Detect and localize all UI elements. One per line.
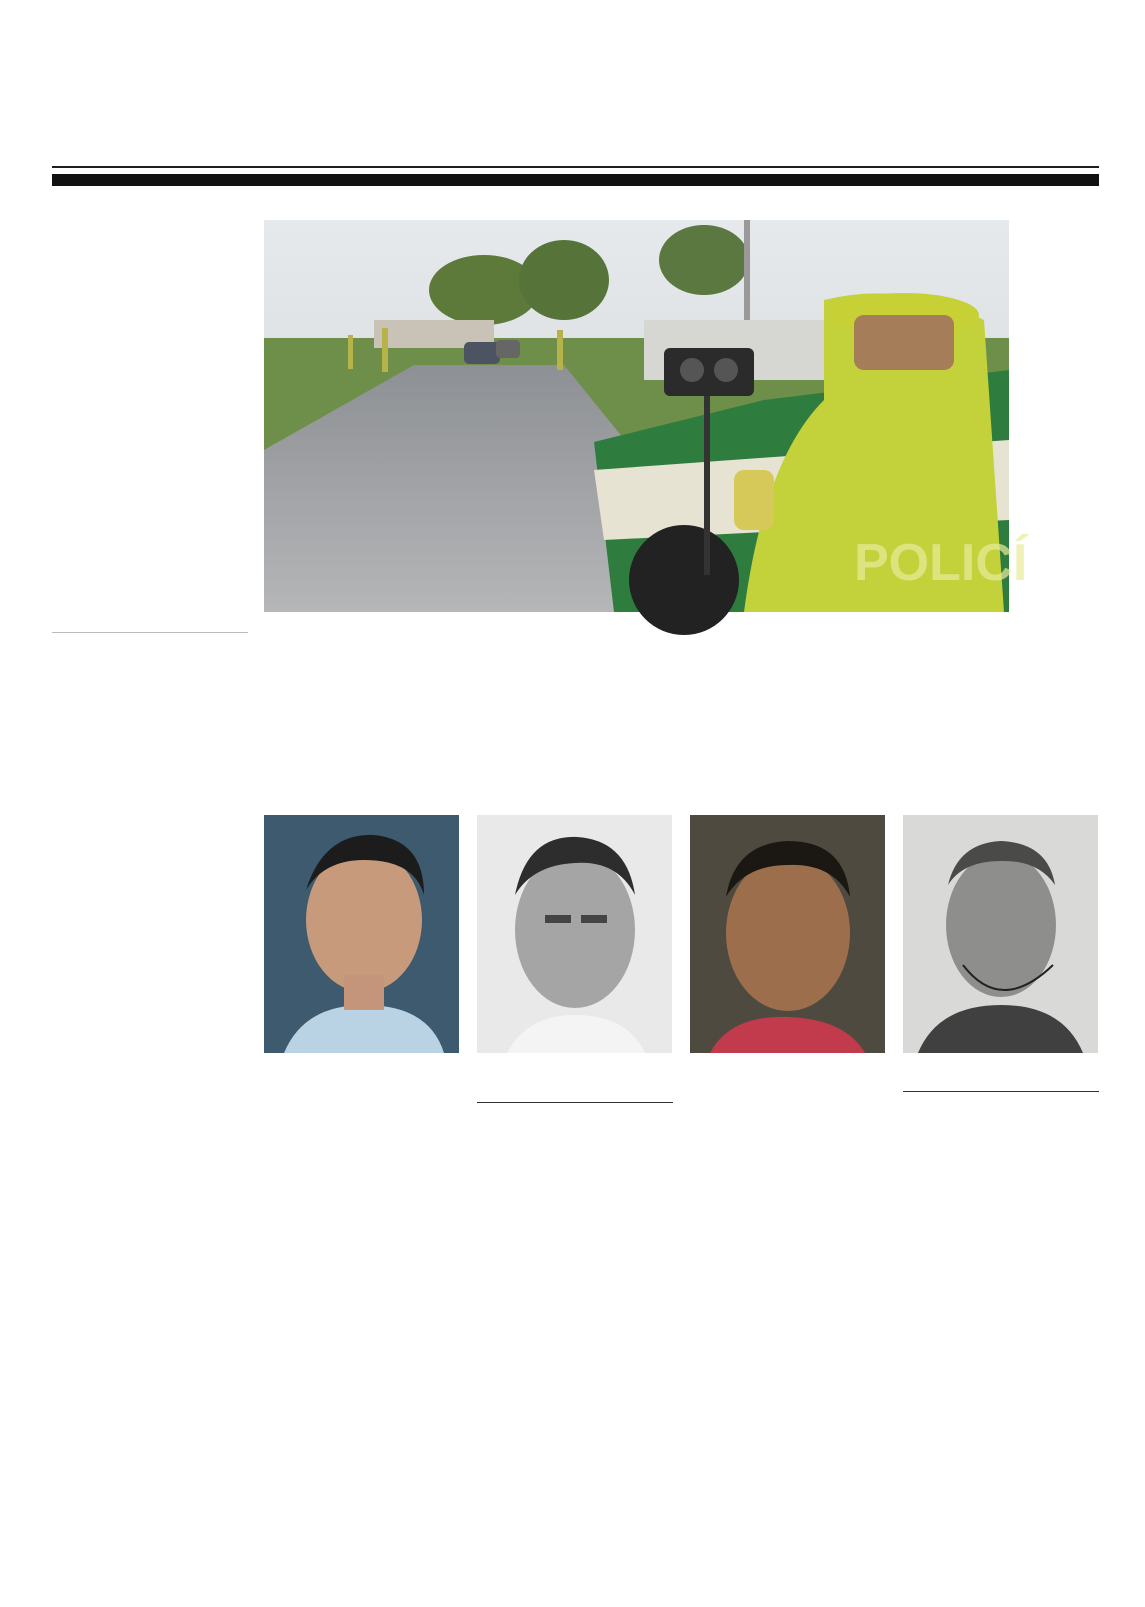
subhead-setta [477, 1102, 673, 1103]
header-rule-thick [52, 174, 1099, 186]
photo-victim-3 [690, 815, 885, 1053]
byline-rule [52, 632, 248, 633]
newspaper-name [1073, 121, 1083, 138]
kicker [264, 624, 270, 651]
column-5 [903, 1091, 1099, 1094]
photo-victim-2 [477, 815, 672, 1053]
subhead-idtq [903, 1091, 1099, 1092]
main-photo-caption [1024, 224, 1104, 237]
photo-victim-4 [903, 815, 1098, 1053]
svg-text:POLICÍ: POLICÍ [854, 534, 1028, 592]
main-photo-police-radar [264, 220, 1028, 612]
header-rule-thin [52, 166, 1099, 168]
pull-quote [150, 1116, 380, 1120]
photo-victim-1 [264, 815, 459, 1053]
article-deck [52, 214, 248, 237]
column-3 [477, 1091, 673, 1105]
